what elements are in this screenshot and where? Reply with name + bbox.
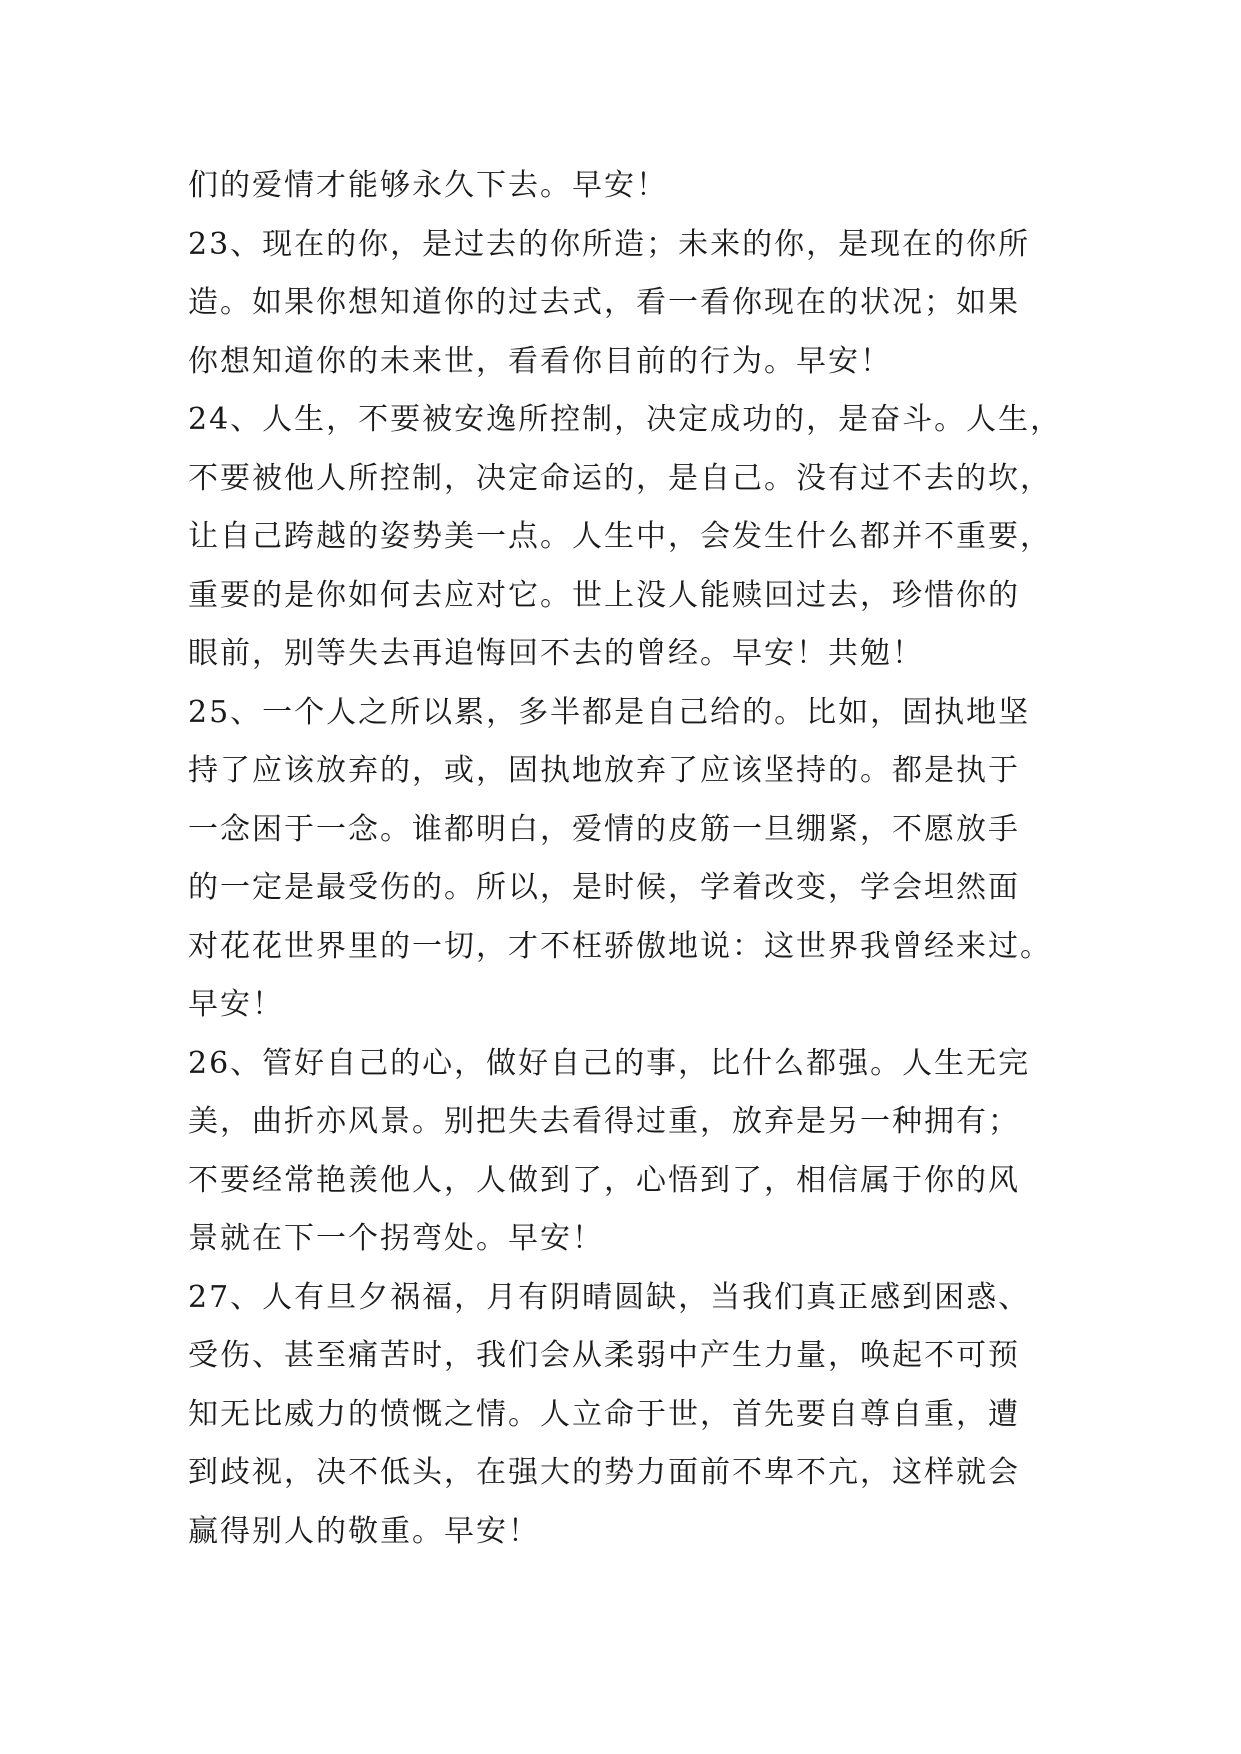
document-body <box>188 157 1068 1561</box>
text-line: 你想知道你的未来世，看看你目前的行为。早安！ <box>188 343 892 379</box>
text-line: 持了应该放弃的，或，固执地放弃了应该坚持的。都是执于 <box>188 753 1020 788</box>
text-line: 不要经常艳羡他人，人做到了，心悟到了，相信属于你的风 <box>188 1162 1020 1198</box>
text-line: 的一定是最受伤的。所以，是时候，学着改变，学会坦然面 <box>188 870 1020 905</box>
text-line: 让自己跨越的姿势美一点。人生中，会发生什么都并不重要， <box>188 519 1052 554</box>
text-line: 早安！ <box>188 987 284 1022</box>
text-line: 美，曲折亦风景。别把失去看得过重，放弃是另一种拥有； <box>188 1104 1020 1139</box>
text-line: 对花花世界里的一切，才不枉骄傲地说：这世界我曾经来过。 <box>188 928 1052 964</box>
text-line: 到歧视，决不低头，在强大的势力面前不卑不亢，这样就会 <box>188 1455 1020 1490</box>
text-line: 23、现在的你，是过去的你所造；未来的你，是现在的你所 <box>188 226 1031 262</box>
text-line: 24、人生，不要被安逸所控制，决定成功的，是奋斗。人生， <box>188 402 1063 437</box>
text-line: 受伤、甚至痛苦时，我们会从柔弱中产生力量，唤起不可预 <box>188 1338 1020 1373</box>
text-line: 重要的是你如何去应对它。世上没人能赎回过去，珍惜你的 <box>188 577 1020 613</box>
text-line: 27、人有旦夕祸福，月有阴晴圆缺，当我们真正感到困惑、 <box>188 1279 1031 1315</box>
text-line: 赢得别人的敬重。早安！ <box>188 1513 540 1549</box>
text-line: 知无比威力的愤慨之情。人立命于世，首先要自尊自重，遭 <box>188 1396 1020 1432</box>
text-line: 一念困于一念。谁都明白，爱情的皮筋一旦绷紧，不愿放手 <box>188 811 1020 847</box>
text-line: 25、一个人之所以累，多半都是自己给的。比如，固执地坚 <box>188 694 1031 730</box>
text-line: 26、管好自己的心，做好自己的事，比什么都强。人生无完 <box>188 1045 1031 1081</box>
text-line: 眼前，别等失去再追悔回不去的曾经。早安！共勉！ <box>188 636 924 671</box>
text-line: 不要被他人所控制，决定命运的，是自己。没有过不去的坎， <box>188 460 1052 496</box>
text-line: 们的爱情才能够永久下去。早安！ <box>188 168 668 203</box>
text-line: 景就在下一个拐弯处。早安！ <box>188 1221 604 1256</box>
text-line: 造。如果你想知道你的过去式，看一看你现在的状况；如果 <box>188 285 1020 320</box>
